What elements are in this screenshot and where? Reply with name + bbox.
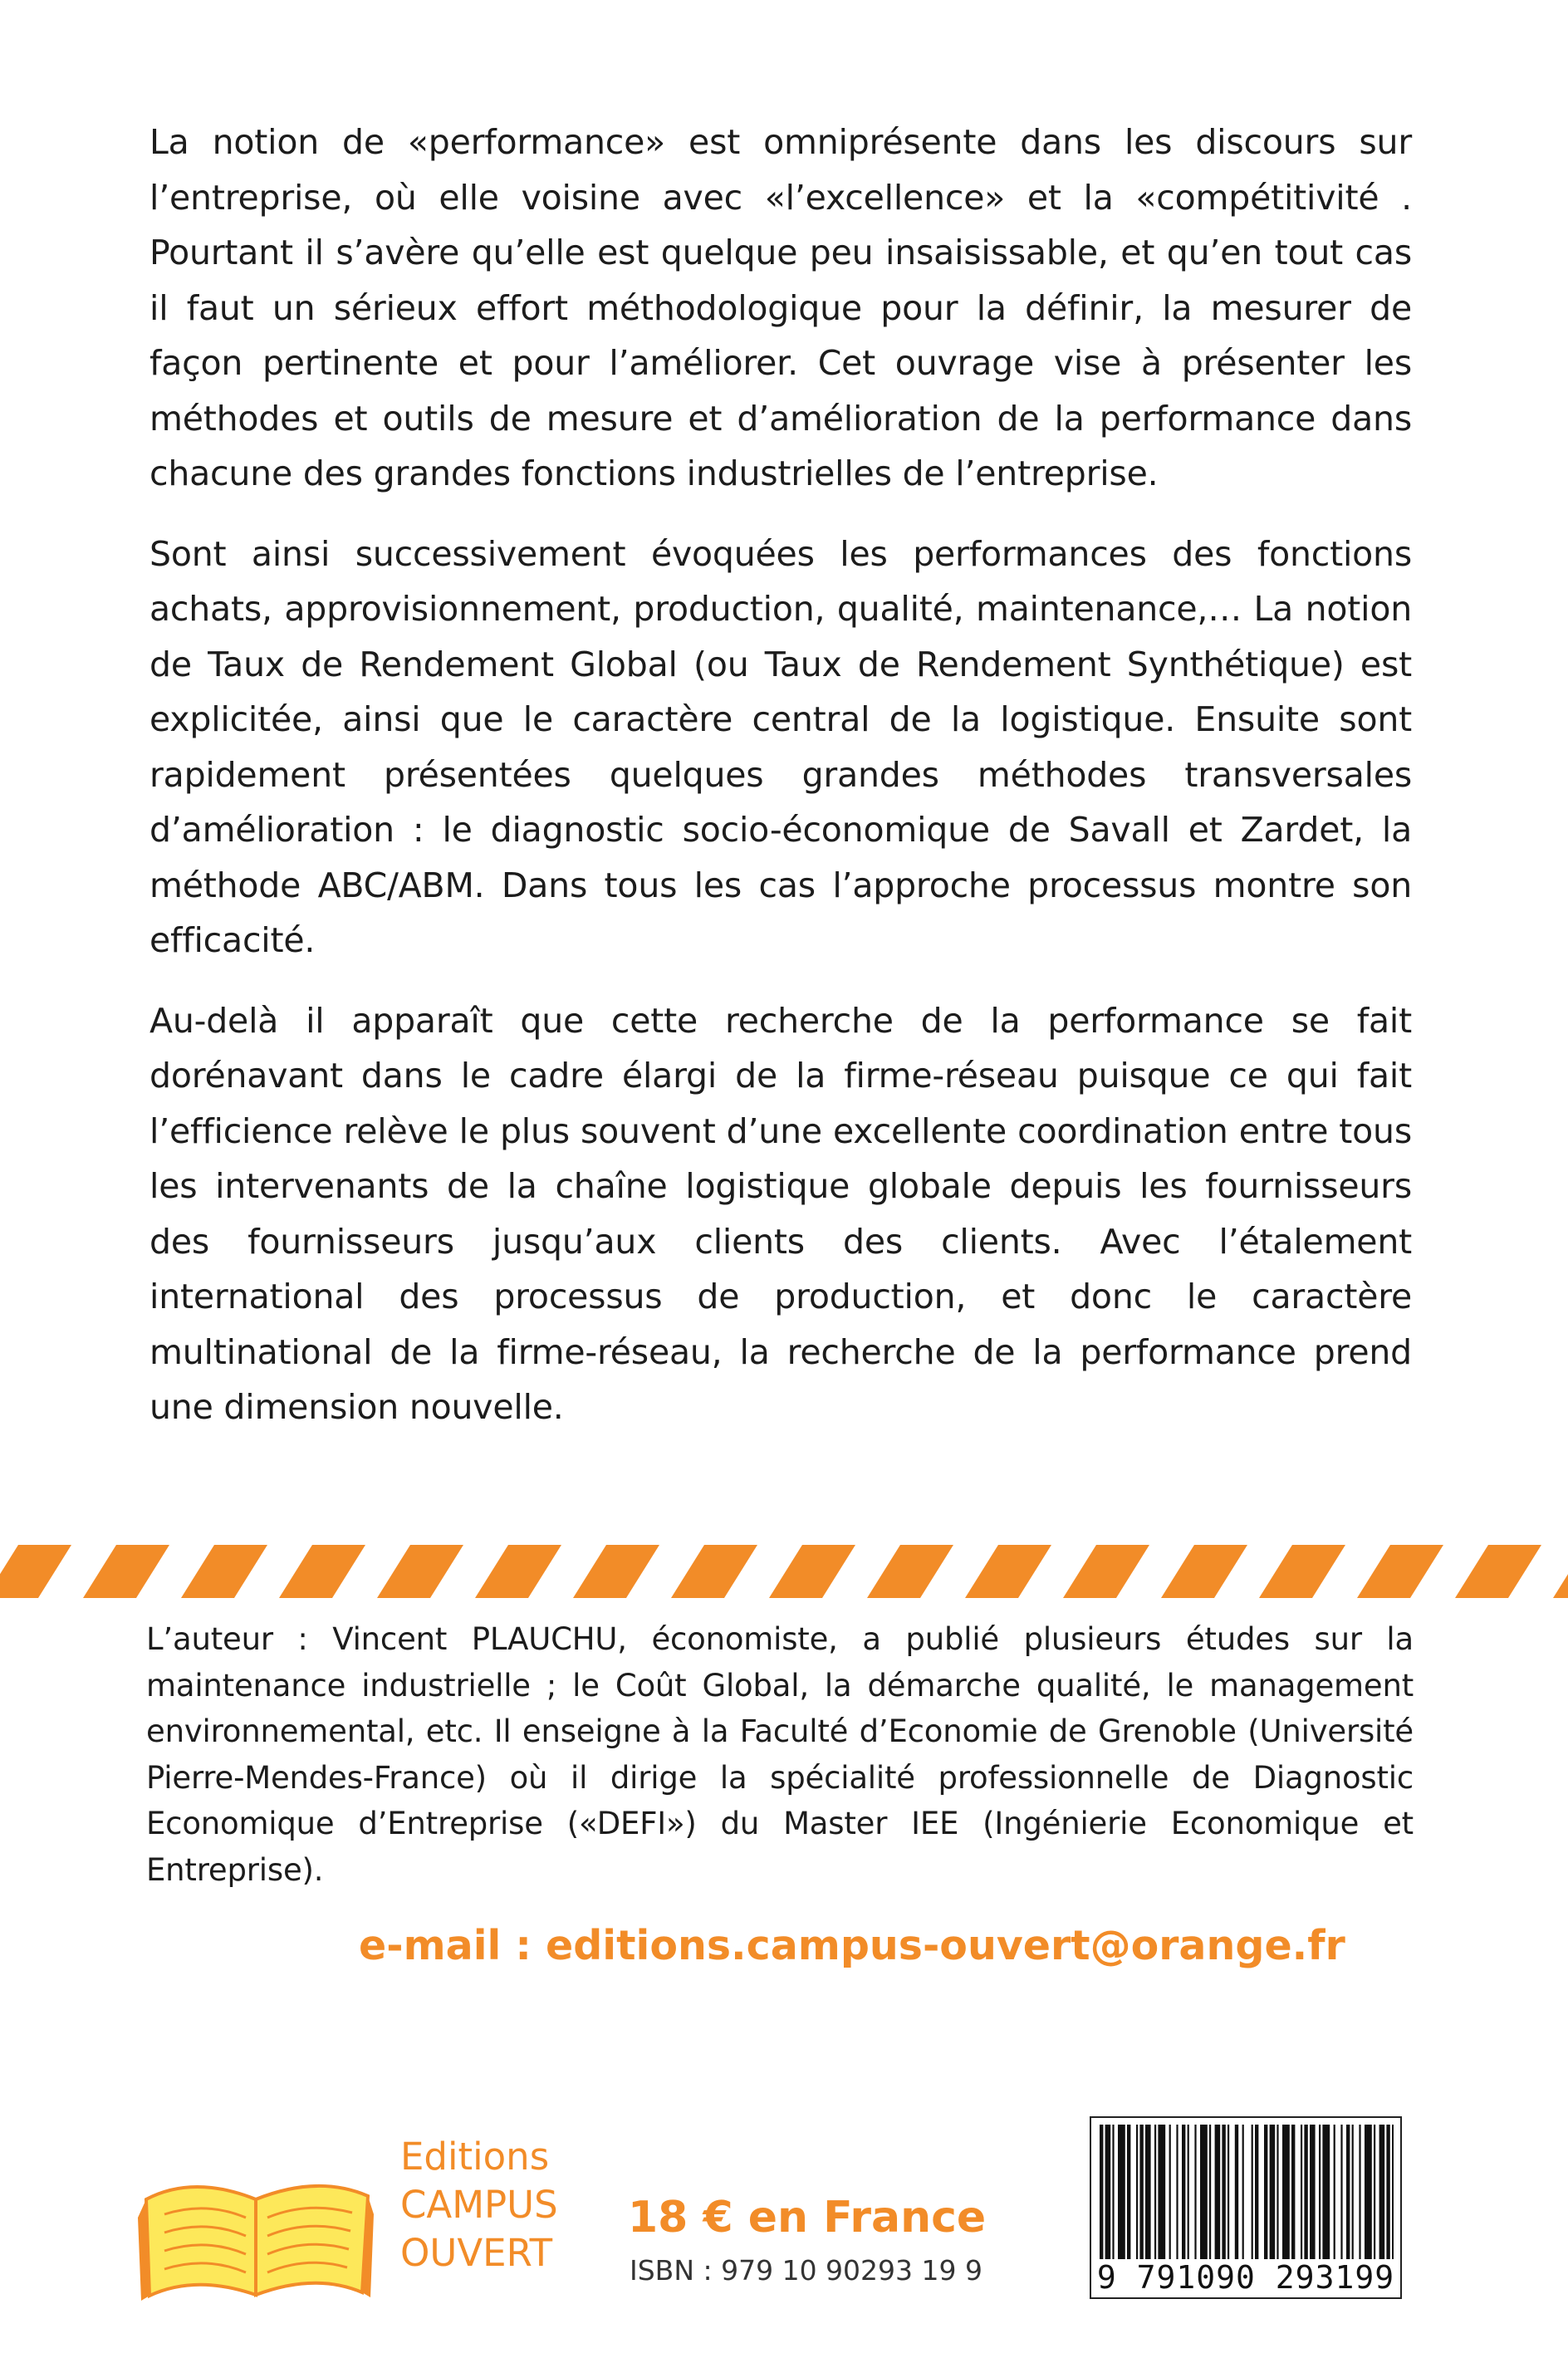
barcode-digits: 9 791090 293199	[1096, 2259, 1395, 2296]
author-bio: L’auteur : Vincent PLAUCHU, économiste, a publié plusieurs études sur la maintenance industrielle ; le Coût Global, la démarche qualité, le management environnemental, etc. Il enseigne à la Faculté d’Economie de Grenoble (Université Pierre-Mendes-France) où il dirige la spécialité professionnelle de Diagnostic Economique d’Entreprise («DEFI») du Master IEE (Ingénierie Economique et Entreprise).	[146, 1621, 1414, 1888]
barcode-bars	[1100, 2125, 1394, 2259]
orange-stripe-divider	[0, 1545, 1568, 1598]
publisher-name	[400, 2133, 558, 2277]
summary-paragraph-2: Sont ainsi successivement évoquées les performances des fonctions achats, approvisionnement, production, qualité, maintenance,… La notion de Taux de Rendement Global (ou Taux de Rendement Synthétique) est explicitée, ainsi que le caractère central de la logistique. Ensuite sont rapidement présentées quelques grandes méthodes transversales d’amélioration : le diagnostic socio-économique de Savall et Zardet, la méthode ABC/ABM. Dans tous les cas l’approche processus montre son efficacité.	[149, 533, 1412, 960]
publisher-line-3: OUVERT	[400, 2231, 553, 2275]
publisher-line-2: CAMPUS	[400, 2183, 558, 2227]
price-label: 18 € en France	[628, 2193, 987, 2243]
summary-paragraph-1: La notion de «performance» est omniprésente dans les discours sur l’entreprise, où elle voisine avec «l’excellence» et la «compétitivité . Pourtant il s’avère qu’elle est quelque peu insaisissable, et qu’en tout cas il faut un sérieux effort méthodologique pour la définir, la mesurer de façon pertinente et pour l’améliorer. Cet ouvrage vise à présenter les méthodes et outils de mesure et d’amélioration de la performance dans chacune des grandes fonctions industrielles de l’entreprise.	[149, 122, 1412, 493]
barcode	[1090, 2116, 1402, 2299]
open-book-icon	[131, 2141, 380, 2307]
contact-email: e-mail : editions.campus-ouvert@orange.fr	[359, 1922, 1345, 1969]
back-cover-summary	[149, 115, 1412, 1460]
summary-paragraph-3: Au-delà il apparaît que cette recherche de la performance se fait dorénavant dans le cadre élargi de la firme-réseau puisque ce qui fait l’efficience relève le plus souvent d’une excellente coordination entre tous les intervenants de la chaîne logistique globale depuis les fournisseurs des fournisseurs jusqu’aux clients des clients. Avec l’étalement international des processus de production, et donc le caractère multinational de la firme-réseau, la recherche de la performance prend une dimension nouvelle.	[149, 1000, 1412, 1427]
isbn-label: ISBN : 979 10 90293 19 9	[630, 2254, 983, 2287]
publisher-line-1: Editions	[400, 2135, 550, 2179]
